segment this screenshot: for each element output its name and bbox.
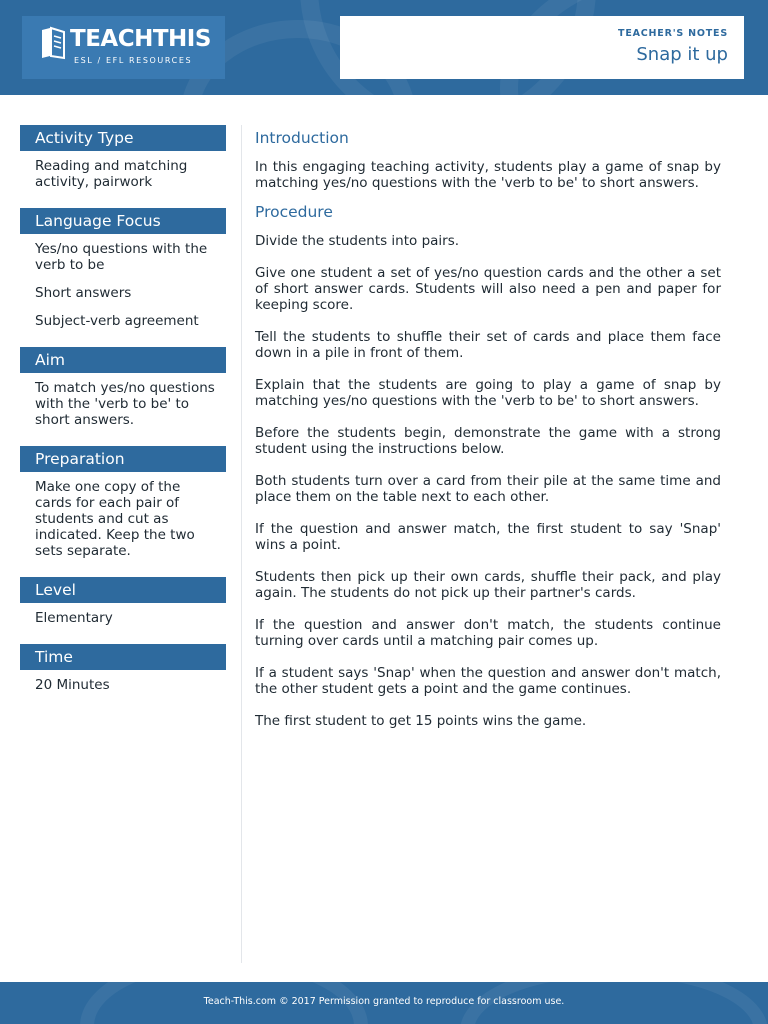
footer-banner	[0, 982, 768, 1024]
procedure-step: Tell the students to shuffle their set of cards and place them face down in a pile in front of them.	[255, 329, 721, 361]
sidebar	[20, 125, 226, 711]
header-banner	[0, 0, 768, 95]
procedure-step: If the question and answer match, the first student to say 'Snap' wins a point.	[255, 521, 721, 553]
procedure-step: Explain that the students are going to play a game of snap by matching yes/no questions with the 'verb to be' to short answers.	[255, 377, 721, 409]
book-icon	[38, 26, 68, 60]
logo-subtitle: ESL / EFL RESOURCES	[74, 56, 193, 65]
introduction-heading: Introduction	[255, 129, 349, 147]
procedure-step: If the question and answer don't match, the students continue turning over cards until a matching pair comes up.	[255, 617, 721, 649]
activity-type-heading: Activity Type	[20, 125, 226, 151]
column-divider	[241, 125, 242, 963]
level-section	[20, 577, 226, 626]
procedure-step: Students then pick up their own cards, shuffle their pack, and play again. The students do not pick up their partner's cards.	[255, 569, 721, 601]
teachers-notes-label: TEACHER'S NOTES	[618, 28, 728, 39]
aim-section	[20, 347, 226, 428]
copyright-notice: Teach-This.com © 2017 Permission granted to reproduce for classroom use.	[203, 996, 565, 1007]
language-focus-item: Short answers	[35, 285, 132, 301]
procedure-heading: Procedure	[255, 203, 333, 221]
level-text: Elementary	[35, 610, 113, 626]
language-focus-item: Yes/no questions with the verb to be	[35, 241, 208, 273]
page-title: Snap it up	[636, 44, 728, 65]
procedure-step: Divide the students into pairs.	[255, 233, 460, 249]
activity-type-text: Reading and matching activity, pairwork	[35, 158, 188, 190]
logo-text: TEACHTHIS	[70, 26, 211, 52]
procedure-step: Give one student a set of yes/no question cards and the other a set of short answer cards. Students will also need a pen and paper for keeping score.	[255, 265, 721, 313]
time-text: 20 Minutes	[35, 677, 110, 693]
logo[interactable]	[22, 16, 225, 79]
language-focus-section	[20, 208, 226, 329]
preparation-text: Make one copy of the cards for each pair of students and cut as indicated. Keep the two sets separate.	[35, 479, 195, 559]
aim-heading: Aim	[20, 347, 226, 373]
activity-type-section	[20, 125, 226, 190]
level-heading: Level	[20, 577, 226, 603]
introduction-text: In this engaging teaching activity, students play a game of snap by matching yes/no questions with the 'verb to be' to short answers.	[255, 159, 721, 191]
preparation-heading: Preparation	[20, 446, 226, 472]
aim-text: To match yes/no questions with the 'verb to be' to short answers.	[35, 380, 215, 428]
language-focus-item: Subject-verb agreement	[35, 313, 199, 329]
language-focus-heading: Language Focus	[20, 208, 226, 234]
procedure-step: Both students turn over a card from their pile at the same time and place them on the table next to each other.	[255, 473, 721, 505]
time-section	[20, 644, 226, 693]
main-content	[255, 128, 721, 729]
procedure-step: The first student to get 15 points wins the game.	[255, 713, 587, 729]
title-panel	[340, 16, 744, 79]
preparation-section	[20, 446, 226, 559]
procedure-step: If a student says 'Snap' when the question and answer don't match, the other student gets a point and the game continues.	[255, 665, 721, 697]
time-heading: Time	[20, 644, 226, 670]
procedure-step: Before the students begin, demonstrate the game with a strong student using the instructions below.	[255, 425, 721, 457]
